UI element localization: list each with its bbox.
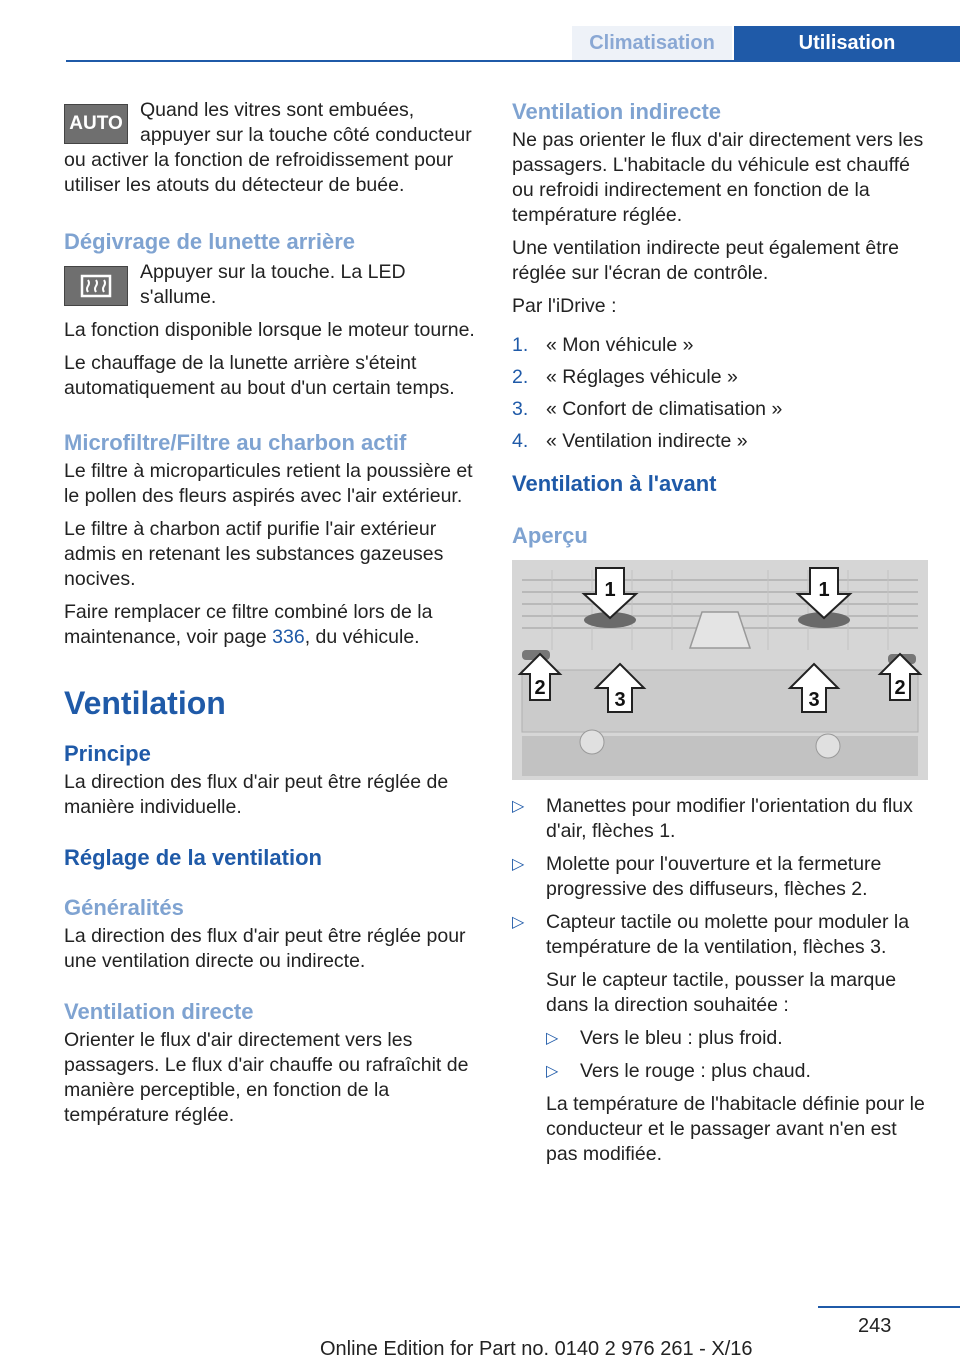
auto-text: Quand les vitres sont embuées, appuyer sur la touche côté conducteur ou activer la fonction de refroidissement pour utiliser les atouts du détecteur de buée. <box>64 99 472 196</box>
page-header <box>66 26 960 62</box>
apercu-heading: Aperçu <box>512 523 588 548</box>
step-item: 2. « Réglages véhicule » <box>512 366 738 388</box>
figure-label: 2 <box>894 677 906 699</box>
defrost-p2: La fonction disponible lorsque le moteur tourne. <box>64 319 475 341</box>
list-item: ▷ Manettes pour modifier l'orientation du flux d'air, flèches 1. <box>512 794 926 844</box>
generalites-text: La direction des flux d'air peut être réglée pour une ventilation directe ou indirecte. <box>64 925 466 972</box>
current-tab[interactable]: Utilisation <box>734 26 960 60</box>
sub-list-item: ▷ Vers le rouge : plus chaud. <box>546 1059 926 1084</box>
dashboard-vents-figure <box>512 560 928 780</box>
defrost-text: Appuyer sur la touche. La LED s'allume. <box>140 261 406 308</box>
step-item: 1. « Mon véhicule » <box>512 334 694 356</box>
idrive-steps <box>512 333 926 454</box>
figure-label: 3 <box>614 689 626 711</box>
filter-heading: Microfiltre/Filtre au charbon actif <box>64 430 407 455</box>
reglage-heading: Réglage de la ventilation <box>64 845 322 870</box>
principe-heading: Principe <box>64 741 151 766</box>
page-number: 243 <box>858 1315 892 1337</box>
page-link-336[interactable]: 336 <box>272 626 305 648</box>
defrost-heading: Dégivrage de lunette arrière <box>64 229 356 254</box>
filter-p3-after: , du véhicule. <box>304 626 420 648</box>
directe-heading: Ventilation directe <box>64 999 254 1024</box>
vent-controls-list <box>512 794 926 1167</box>
left-column <box>64 98 478 1136</box>
auto-key-icon: AUTO <box>64 104 128 144</box>
sensor-note: La température de l'habitacle définie pour le conducteur et le passager avant n'en est pas modifiée. <box>546 1093 925 1165</box>
indirecte-p2: Une ventilation indirecte peut également être réglée sur l'écran de contrôle. <box>512 237 899 284</box>
principe-text: La direction des flux d'air peut être réglée de manière individuelle. <box>64 771 449 818</box>
bullet-text: Capteur tactile ou molette pour moduler la température de la ventilation, flèches 3. <box>546 911 910 958</box>
figure-label: 1 <box>604 579 616 601</box>
header-rule <box>66 60 960 62</box>
sensor-sub-list <box>546 1026 926 1084</box>
idrive-label: Par l'iDrive : <box>512 295 617 317</box>
generalites-heading: Généralités <box>64 895 184 920</box>
sub-list-item: ▷ Vers le bleu : plus froid. <box>546 1026 926 1051</box>
directe-text: Orienter le flux d'air directement vers les passagers. Le flux d'air chauffe ou rafraîchit de manière perceptible, en fonction de la température réglée. <box>64 1029 469 1126</box>
footer-rule <box>818 1306 960 1308</box>
step-item: 3. « Confort de climatisation » <box>512 398 783 420</box>
list-item <box>512 910 926 1167</box>
right-column <box>512 98 926 1175</box>
filter-p3-before: Faire remplacer ce filtre combiné lors de la maintenance, voir page <box>64 601 433 648</box>
sensor-text: Sur le capteur tactile, pousser la marque dans la direction souhaitée : <box>546 969 897 1016</box>
list-item: ▷ Molette pour l'ouverture et la fermeture progressive des diffuseurs, flèches 2. <box>512 852 926 902</box>
defrost-p3: Le chauffage de la lunette arrière s'éteint automatiquement au bout d'un certain temps. <box>64 352 455 399</box>
filter-p2: Le filtre à charbon actif purifie l'air extérieur admis en retenant les substances gazeuses nocives. <box>64 518 444 590</box>
figure-label: 2 <box>534 677 546 699</box>
section-tab[interactable]: Climatisation <box>572 26 732 60</box>
avant-heading: Ventilation à l'avant <box>512 471 717 496</box>
filter-p1: Le filtre à microparticules retient la poussière et le pollen des fleurs aspirés avec l'air extérieur. <box>64 460 473 507</box>
filter-p3 <box>64 600 478 650</box>
step-item: 4. « Ventilation indirecte » <box>512 430 748 452</box>
ventilation-heading: Ventilation <box>64 685 226 721</box>
indirecte-heading: Ventilation indirecte <box>512 99 722 124</box>
figure-label: 1 <box>818 579 830 601</box>
edition-text: Online Edition for Part no. 0140 2 976 261 - X/16 <box>320 1338 753 1360</box>
rear-defrost-icon <box>64 266 128 306</box>
figure-label: 3 <box>808 689 820 711</box>
vents-illustration <box>512 560 928 780</box>
indirecte-p1: Ne pas orienter le flux d'air directement vers les passagers. L'habitacle du véhicule est chauffé ou refroidi indirectement en fonction de la température réglée. <box>512 129 924 226</box>
